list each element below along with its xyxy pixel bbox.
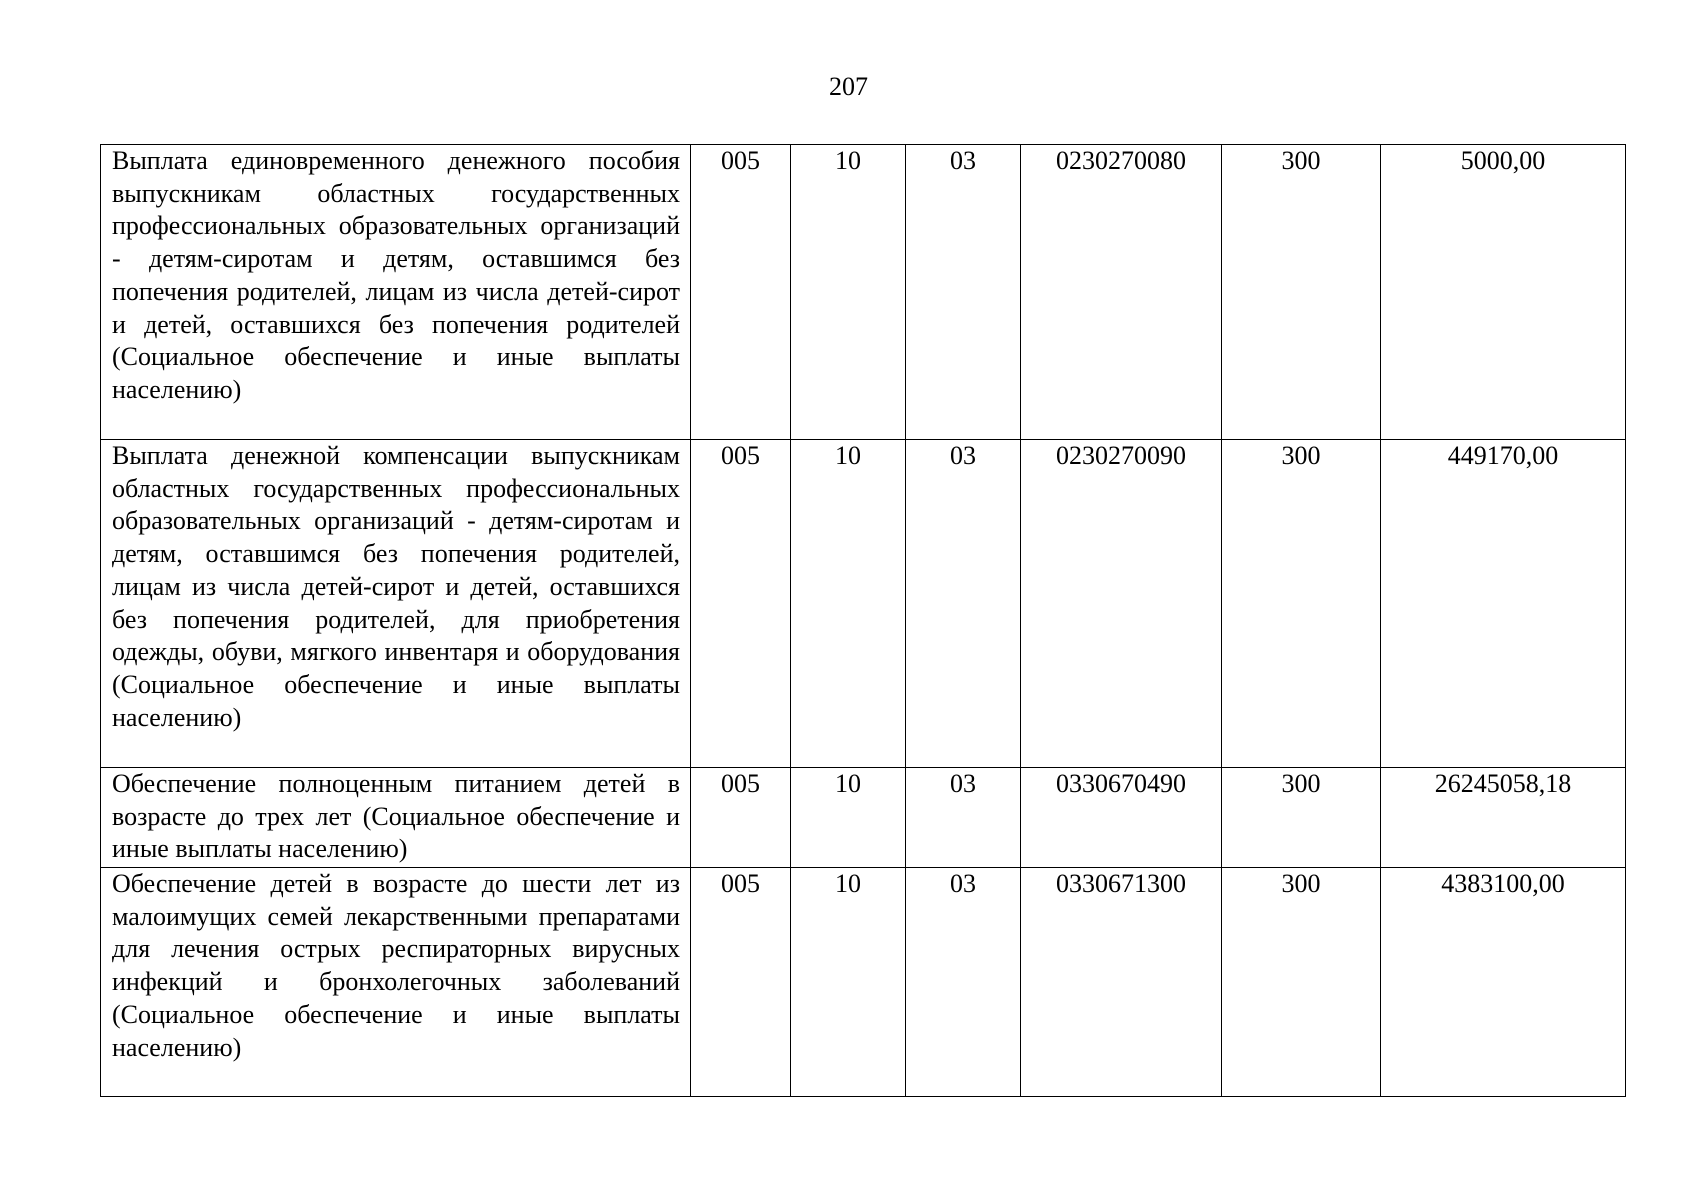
row-description: Обеспечение полноценным питанием детей в возрасте до трех лет (Социальное обеспечение и иные выплаты населению) [101,768,691,868]
ministry-code: 005 [691,145,791,440]
amount-value: 26245058,18 [1381,768,1626,868]
table-row [101,868,1626,1097]
target-article-code: 0230270080 [1021,145,1222,440]
subsection-code: 03 [906,440,1021,768]
table-row [101,768,1626,868]
section-code: 10 [791,145,906,440]
row-description: Обеспечение детей в возрасте до шести лет из малоимущих семей лекарственными препаратами для лечения острых респираторных вирусных инфекций и бронхолегочных заболеваний (Социальное обеспечение и иные выплаты населению) [101,868,691,1097]
row-description: Выплата единовременного денежного пособия выпускникам областных государственных профессиональных образовательных организаций - детям-сиротам и детям, оставшимся без попечения родителей, лицам из числа детей-сирот и детей, оставшихся без попечения родителей (Социальное обеспечение и иные выплаты населению) [101,145,691,440]
ministry-code: 005 [691,440,791,768]
expense-type-code: 300 [1222,768,1381,868]
amount-value: 449170,00 [1381,440,1626,768]
subsection-code: 03 [906,768,1021,868]
target-article-code: 0330671300 [1021,868,1222,1097]
amount-value: 4383100,00 [1381,868,1626,1097]
subsection-code: 03 [906,868,1021,1097]
subsection-code: 03 [906,145,1021,440]
section-code: 10 [791,440,906,768]
target-article-code: 0230270090 [1021,440,1222,768]
expense-type-code: 300 [1222,145,1381,440]
expense-type-code: 300 [1222,868,1381,1097]
table-row [101,145,1626,440]
ministry-code: 005 [691,868,791,1097]
ministry-code: 005 [691,768,791,868]
row-description: Выплата денежной компенсации выпускникам областных государственных профессиональных образовательных организаций - детям-сиротам и детям, оставшимся без попечения родителей, лицам из числа детей-сирот и детей, оставшихся без попечения родителей, для приобретения одежды, обуви, мягкого инвентаря и оборудования (Социальное обеспечение и иные выплаты населению) [101,440,691,768]
table-row [101,440,1626,768]
target-article-code: 0330670490 [1021,768,1222,868]
budget-table [100,144,1626,1097]
section-code: 10 [791,868,906,1097]
expense-type-code: 300 [1222,440,1381,768]
amount-value: 5000,00 [1381,145,1626,440]
section-code: 10 [791,768,906,868]
page-number: 207 [829,72,868,101]
